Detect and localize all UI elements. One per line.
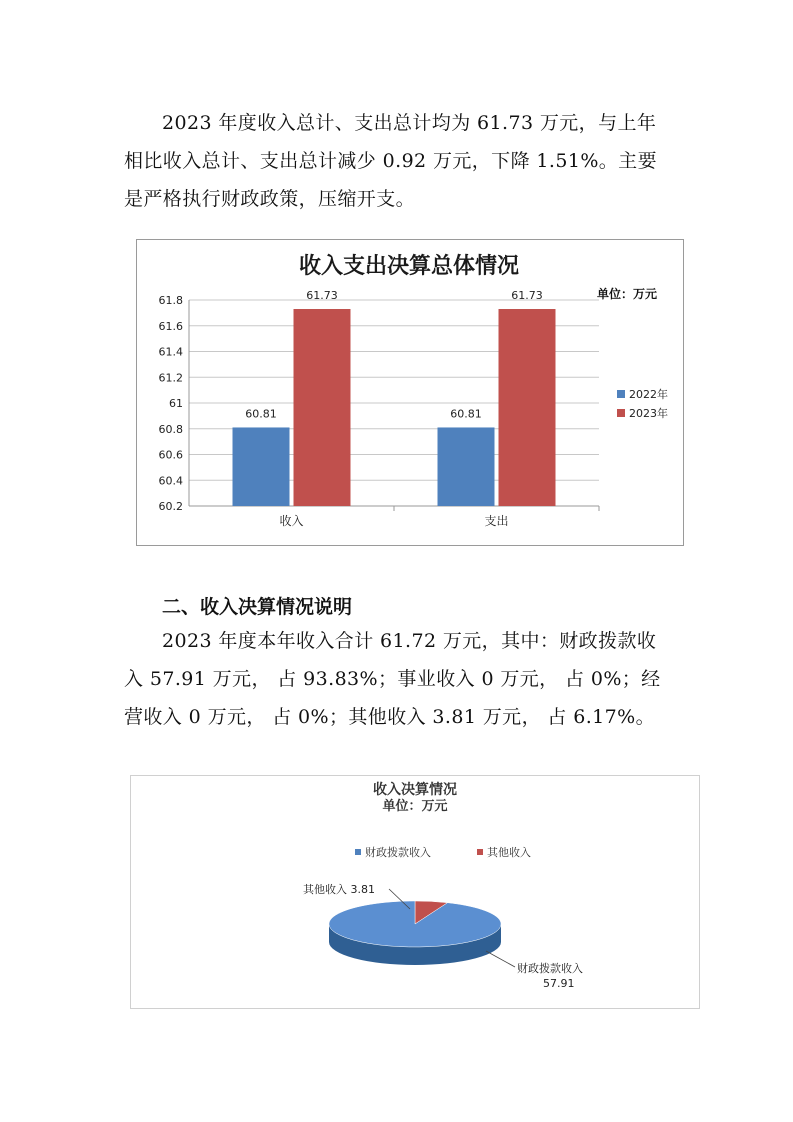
- bar-chart-title: 收入支出决算总体情况: [298, 254, 520, 279]
- legend-swatch-2022年: [617, 390, 625, 398]
- pie-leader-line: [486, 951, 515, 967]
- bar-y-tick-label: 61.2: [158, 371, 183, 385]
- pie-label-other: 其他收入 3.81: [303, 883, 375, 896]
- bar-2023年-支出: [499, 309, 556, 506]
- bar-y-tick-label: 60.4: [158, 474, 183, 488]
- paragraph-income-detail: 2023 年度本年收入合计 61.72 万元，其中：财政拨款收入 57.91 万元， 占 93.83%；事业收入 0 万元， 占 0%；经营收入 0 万元， 占 0%；其他收入 3.81 万元， 占 6.17%。: [124, 630, 661, 728]
- pie-legend-swatch: [355, 849, 361, 855]
- pie-chart-title: 收入决算情况: [373, 782, 457, 798]
- legend-label: 2023年: [629, 407, 668, 420]
- bar-y-tick-label: 60.2: [158, 500, 183, 513]
- bar-y-tick-label: 60.8: [158, 422, 183, 436]
- bar-category-label: 收入: [279, 514, 304, 528]
- section-heading-income: 二、收入决算情况说明: [162, 596, 353, 618]
- bar-chart-frame: [136, 239, 684, 546]
- pie-label-fiscal: 财政拨款收入: [517, 962, 583, 975]
- bar-data-label: 61.73: [511, 289, 543, 303]
- pie-chart-subtitle: 单位：万元: [382, 799, 448, 814]
- pie-chart-frame: [130, 775, 700, 1009]
- bar-2022年-收入: [233, 427, 290, 506]
- pie-legend-swatch: [477, 849, 483, 855]
- pie-legend-label: 财政拨款收入: [365, 846, 431, 859]
- pie-chart: [131, 776, 699, 1008]
- bar-y-tick-label: 60.6: [158, 448, 183, 462]
- bar-y-tick-label: 61.4: [158, 345, 183, 359]
- bar-2022年-支出: [438, 427, 495, 506]
- bar-chart-unit: 单位：万元: [597, 287, 658, 301]
- legend-swatch-2023年: [617, 409, 625, 417]
- bar-data-label: 61.73: [306, 289, 338, 303]
- bar-data-label: 60.81: [245, 407, 277, 421]
- paragraph-total-summary: 2023 年度收入总计、支出总计均为 61.73 万元，与上年相比收入总计、支出总计减少 0.92 万元，下降 1.51%。主要是严格执行财政政策，压缩开支。: [124, 112, 657, 210]
- bar-y-tick-label: 61.6: [158, 319, 183, 333]
- bar-category-label: 支出: [484, 514, 509, 528]
- bar-2023年-收入: [294, 309, 351, 506]
- pie-legend-label: 其他收入: [487, 846, 531, 859]
- bar-y-tick-label: 61: [169, 397, 183, 410]
- bar-data-label: 60.81: [450, 407, 482, 421]
- pie-value-fiscal: 57.91: [543, 977, 575, 990]
- bar-chart: [137, 240, 683, 545]
- legend-label: 2022年: [629, 388, 668, 401]
- pie-slice-财政拨款收入: [329, 901, 501, 947]
- bar-y-tick-label: 61.8: [158, 294, 183, 307]
